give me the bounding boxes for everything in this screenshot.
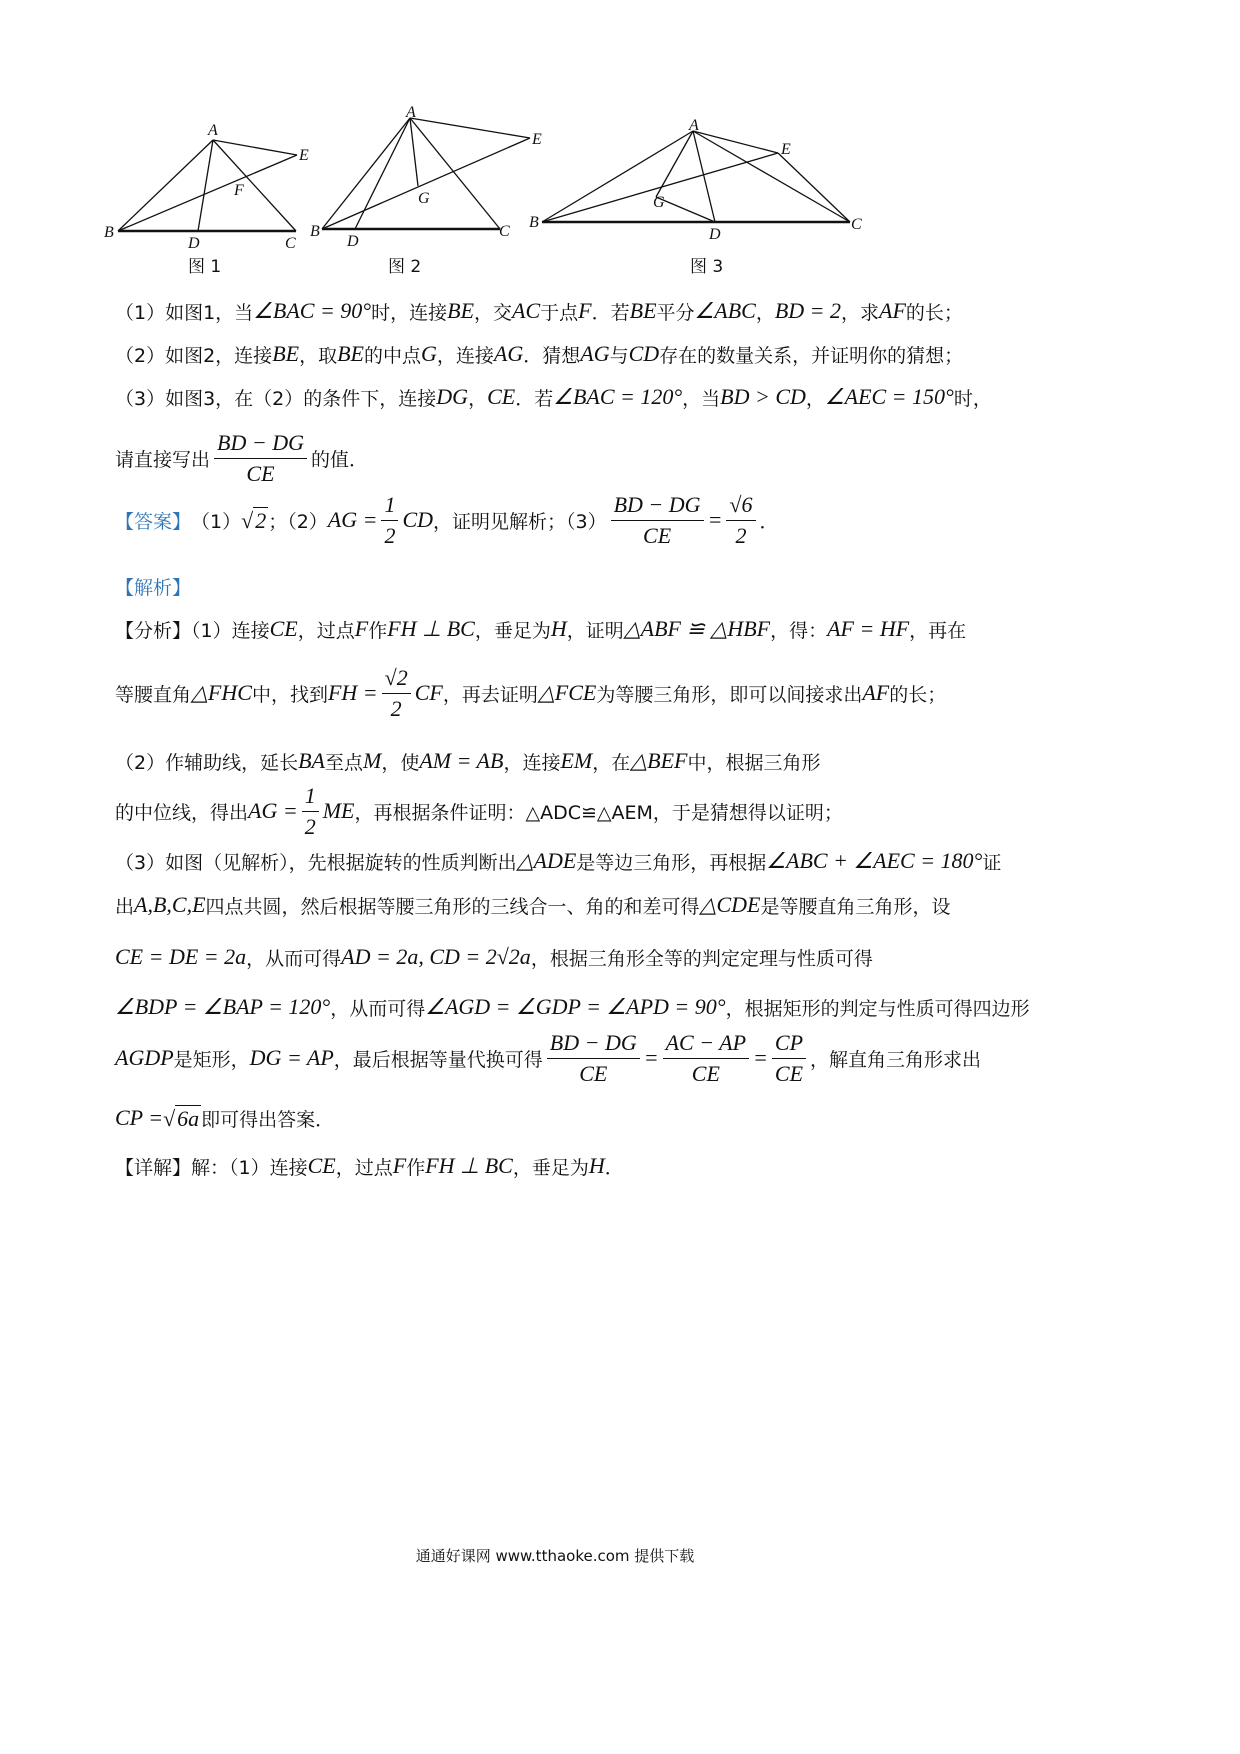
text-segment: 请直接写出: [115, 448, 211, 471]
numerator: √2: [382, 663, 411, 694]
math-segment: CE: [487, 384, 516, 409]
text-line: [115, 566, 191, 606]
math-segment: AGDP: [115, 1045, 174, 1070]
text-segment: 中，根据三角形: [687, 751, 821, 774]
text-segment: ，: [805, 387, 825, 410]
math-segment: △ABF ≌ △HBF: [623, 616, 771, 641]
text-segment: ，: [755, 301, 775, 324]
math-segment: △BEF: [630, 748, 688, 773]
math-segment: AM = AB: [419, 748, 504, 773]
text-segment: ，根据三角形全等的判定定理与性质可得: [530, 947, 873, 970]
math-segment: ∠AGD = ∠GDP = ∠APD = 90°: [425, 994, 726, 1019]
math-segment: EM: [560, 748, 593, 773]
text-segment: ．若: [515, 387, 554, 410]
fraction: [663, 1028, 749, 1089]
math-segment: BE: [629, 298, 657, 323]
text-segment: （1）如图1，当: [115, 301, 254, 324]
math-segment: FH ⊥ BC: [387, 616, 475, 641]
text-segment: 是等边三角形，再根据: [576, 851, 767, 874]
text-segment: ．: [759, 510, 779, 533]
text-line: [115, 291, 963, 331]
math-segment: FH =: [327, 680, 378, 705]
square-root: [163, 1105, 201, 1132]
numerator: BD − DG: [611, 490, 704, 521]
math-segment: BE: [447, 298, 475, 323]
math-segment: AF = HF: [827, 616, 910, 641]
text-line: [115, 841, 1001, 881]
text-segment: ，连接: [436, 344, 494, 367]
text-segment: ；（2）: [268, 510, 328, 533]
figure-1-caption: 图 1: [188, 257, 222, 277]
radical-sign: √: [241, 507, 254, 533]
text-segment: 时，连接: [371, 301, 448, 324]
text-segment: ．若: [591, 301, 630, 324]
numerator: BD − DG: [214, 428, 307, 459]
text-line: [115, 428, 368, 488]
text-segment: ，垂足为: [512, 1156, 589, 1179]
point-label: C: [499, 223, 510, 240]
math-segment: F: [392, 1153, 407, 1178]
radicand: 2: [255, 507, 267, 533]
text-segment: ，得：: [770, 619, 828, 642]
math-segment: =: [643, 1045, 659, 1070]
text-segment: ，再去证明: [442, 683, 538, 706]
fraction: [382, 663, 411, 724]
text-line: [115, 377, 992, 417]
text-line: [115, 334, 963, 374]
point-label: G: [418, 190, 430, 207]
text-segment: 的长；: [905, 301, 963, 324]
math-segment: CE = DE = 2a: [115, 944, 247, 969]
text-segment: 于点: [540, 301, 579, 324]
text-segment: 是等腰直角三角形，设: [760, 895, 951, 918]
radical-sign: √: [163, 1105, 176, 1131]
text-segment: ，证明: [566, 619, 624, 642]
text-segment: 四点共圆，然后根据等腰三角形的三线合一、角的和差可得: [205, 895, 700, 918]
denominator: CE: [774, 1060, 804, 1086]
math-segment: AF: [879, 298, 906, 323]
text-segment: （3）如图（见解析），先根据旋转的性质判断出: [115, 851, 517, 874]
text-segment: ，求: [841, 301, 880, 324]
text-segment: 的长；: [889, 683, 947, 706]
point-label: D: [709, 226, 721, 243]
text-segment: 【分析】（1）连接: [115, 619, 270, 642]
math-segment: AD = 2a, CD = 2√2a: [341, 944, 531, 969]
text-segment: 中，找到: [251, 683, 328, 706]
text-segment: ，过点: [335, 1156, 393, 1179]
math-segment: AC: [512, 298, 541, 323]
fraction: [214, 428, 307, 489]
text-line: [115, 782, 843, 839]
text-segment: 与: [609, 344, 629, 367]
text-segment: 为等腰三角形，即可以间接求出: [596, 683, 863, 706]
square-root: [241, 507, 268, 534]
text-line: [115, 885, 950, 925]
text-segment: ．猜想: [523, 344, 581, 367]
numerator: √6: [726, 490, 755, 521]
math-segment: ∠ABC: [694, 298, 756, 323]
denominator: CE: [643, 522, 672, 548]
text-segment: ，从而可得: [330, 997, 426, 1020]
text-segment: 的值．: [310, 448, 368, 471]
math-segment: ∠BAC = 90°: [253, 298, 372, 323]
math-segment: =: [753, 1045, 768, 1070]
text-segment: ．: [604, 1156, 624, 1179]
point-label: D: [347, 233, 359, 250]
point-label: C: [285, 235, 296, 252]
math-segment: △FCE: [537, 680, 597, 705]
text-segment: ，当: [682, 387, 721, 410]
math-segment: CE: [307, 1153, 336, 1178]
text-segment: 证: [982, 851, 1002, 874]
figure-1: [118, 140, 297, 231]
math-segment: CD: [628, 341, 660, 366]
math-segment: BD = 2: [774, 298, 842, 323]
text-segment: ，使: [381, 751, 420, 774]
text-segment: 即可得出答案．: [201, 1108, 335, 1131]
text-segment: 平分: [656, 301, 695, 324]
math-segment: CP =: [115, 1105, 164, 1130]
text-segment: 的中点: [363, 344, 421, 367]
geometry-figures: [0, 0, 1240, 290]
text-line: [115, 491, 779, 548]
fraction: [726, 490, 755, 551]
denominator: CE: [691, 1060, 720, 1086]
text-line: [115, 664, 947, 721]
math-segment: ME: [322, 798, 355, 823]
figure-3-caption: 图 3: [690, 257, 724, 277]
text-line: [115, 1029, 982, 1086]
math-segment: AF: [862, 680, 890, 705]
point-label: A: [689, 117, 699, 134]
denominator: 2: [390, 695, 402, 721]
math-segment: H: [550, 616, 567, 641]
text-segment: 出: [115, 895, 135, 918]
math-segment: AG =: [327, 507, 378, 532]
text-line: [115, 741, 820, 781]
text-segment: 作: [368, 619, 388, 642]
text-segment: ，再根据条件证明：△ADC≌△AEM，于是猜想得以证明；: [354, 801, 843, 824]
text-segment: （2）作辅助线，延长: [115, 751, 299, 774]
numerator: 1: [381, 490, 398, 521]
math-segment: AG: [580, 341, 610, 366]
fraction: [381, 490, 398, 551]
radicand: 6a: [177, 1105, 200, 1131]
math-segment: ∠AEC = 150°: [824, 384, 954, 409]
text-line: [115, 609, 966, 649]
point-label: F: [234, 182, 244, 199]
text-segment: ，最后根据等量代换可得: [333, 1048, 543, 1071]
math-segment: △CDE: [699, 892, 761, 917]
fraction: [547, 1028, 640, 1089]
footer-watermark: 通通好课网 www.tthaoke.com 提供下载: [415, 1547, 695, 1565]
denominator: 2: [384, 522, 396, 548]
point-label: A: [208, 122, 218, 139]
point-label: E: [781, 141, 791, 158]
text-segment: ，根据矩形的判定与性质可得四边形: [725, 997, 1030, 1020]
math-segment: AG: [493, 341, 524, 366]
math-segment: BE: [337, 341, 364, 366]
figure-2: [322, 118, 530, 229]
math-segment: CE: [269, 616, 298, 641]
point-label: B: [104, 224, 114, 241]
numerator: CP: [772, 1028, 806, 1059]
denominator: 2: [735, 522, 747, 548]
denominator: 2: [304, 813, 316, 839]
fraction: [611, 490, 704, 551]
text-segment: ，垂足为: [474, 619, 551, 642]
math-segment: ∠BDP = ∠BAP = 120°: [115, 994, 331, 1019]
text-segment: 时，: [953, 387, 992, 410]
math-segment: F: [354, 616, 369, 641]
point-label: A: [406, 104, 416, 121]
text-segment: 是矩形，: [173, 1048, 250, 1071]
math-segment: △FHC: [191, 680, 252, 705]
text-segment: ，在: [592, 751, 631, 774]
math-segment: ∠BAC = 120°: [553, 384, 683, 409]
fraction: [772, 1028, 806, 1089]
text-line: [115, 937, 873, 977]
text-segment: ，再在: [909, 619, 967, 642]
text-segment: 【详解】解：（1）连接: [115, 1156, 308, 1179]
math-segment: CD: [402, 507, 434, 532]
numerator: BD − DG: [547, 1028, 640, 1059]
text-segment: 作: [406, 1156, 426, 1179]
text-segment: （3）如图3，在（2）的条件下，连接: [115, 387, 437, 410]
math-segment: H: [588, 1153, 605, 1178]
section-heading: 【答案】: [115, 510, 192, 533]
figure-2-caption: 图 2: [388, 257, 422, 277]
text-segment: 至点: [324, 751, 363, 774]
section-heading: 【解析】: [115, 576, 192, 599]
math-segment: △ADE: [516, 848, 577, 873]
text-line: [115, 1146, 624, 1186]
point-label: E: [532, 131, 542, 148]
text-segment: ，解直角三角形求出: [810, 1048, 982, 1071]
text-segment: ，交: [474, 301, 513, 324]
text-segment: ，证明见解析；（3）: [433, 510, 607, 533]
fraction: [302, 781, 319, 842]
text-line: [115, 987, 1030, 1027]
math-segment: FH ⊥ BC: [425, 1153, 513, 1178]
point-label: B: [529, 214, 539, 231]
math-segment: BE: [272, 341, 300, 366]
point-label: E: [299, 147, 309, 164]
math-segment: =: [707, 507, 723, 532]
text-segment: ，过点: [297, 619, 355, 642]
text-segment: ，取: [299, 344, 338, 367]
math-segment: DG = AP: [249, 1045, 334, 1070]
math-segment: ∠ABC + ∠AEC = 180°: [766, 848, 983, 873]
math-segment: BD > CD: [720, 384, 806, 409]
numerator: AC − AP: [663, 1028, 749, 1059]
text-segment: ，: [468, 387, 488, 410]
denominator: CE: [246, 460, 275, 486]
point-label: B: [310, 223, 320, 240]
point-label: G: [653, 194, 665, 211]
text-line: [115, 1098, 334, 1138]
text-segment: （1）: [191, 510, 242, 533]
point-label: D: [188, 235, 200, 252]
text-segment: 等腰直角: [115, 683, 192, 706]
math-segment: DG: [436, 384, 469, 409]
text-segment: （2）如图2，连接: [115, 344, 273, 367]
math-segment: G: [421, 341, 437, 366]
math-segment: A,B,C,E: [134, 892, 206, 917]
math-segment: BA: [298, 748, 325, 773]
math-segment: AG =: [248, 798, 298, 823]
text-segment: ，从而可得: [246, 947, 342, 970]
math-segment: CF: [414, 680, 443, 705]
math-segment: M: [363, 748, 382, 773]
figure-3: [542, 131, 850, 222]
point-label: C: [851, 216, 862, 233]
math-segment: F: [578, 298, 592, 323]
text-segment: 存在的数量关系，并证明你的猜想；: [659, 344, 964, 367]
text-segment: 的中位线，得出: [115, 801, 249, 824]
numerator: 1: [302, 781, 319, 812]
denominator: CE: [579, 1060, 608, 1086]
text-segment: ，连接: [503, 751, 561, 774]
